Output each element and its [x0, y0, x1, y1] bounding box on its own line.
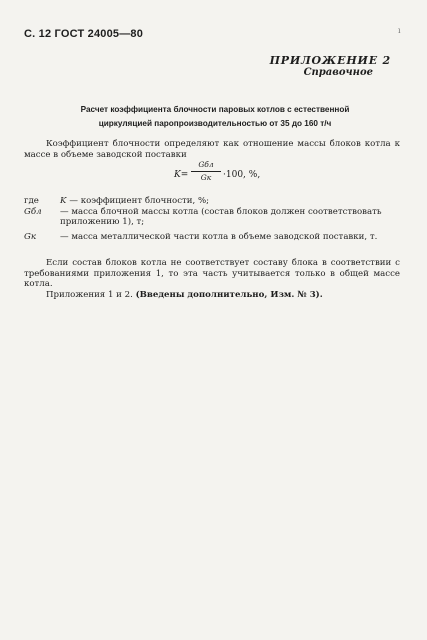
footer-amendment: (Введены дополнительно, Изм. № 3).: [135, 290, 323, 300]
definition-symbol: K: [60, 196, 67, 206]
formula-numerator: Gбл: [191, 160, 221, 172]
symbol-definitions: [24, 196, 402, 242]
formula-lhs: K=: [174, 170, 189, 180]
footer-paragraph: [24, 290, 400, 301]
definition-row: [24, 207, 402, 218]
corner-mark: ı: [398, 26, 401, 35]
definition-continuation: приложению 1), т;: [60, 217, 145, 227]
definition-text: — масса металлической части котла в объеме заводской поставки, т.: [60, 231, 378, 242]
appendix-subtitle: Справочное: [303, 67, 373, 78]
note-paragraph: Если состав блоков котла не соответствует составу блока в соответствии с требованиями приложения 1, то эта часть учитывается только в общей массе котла.: [24, 258, 400, 289]
formula-fraction: [191, 160, 221, 182]
intro-paragraph: Коэффициент блочности определяют как отношение массы блоков котла к массе в объеме заводской поставки: [24, 139, 400, 160]
definition-row: [24, 196, 402, 207]
section-heading-line-2: циркуляцией паропроизводительностью от 35 до 160 т/ч: [98, 119, 332, 128]
appendix-title: ПРИЛОЖЕНИЕ 2: [269, 54, 391, 67]
definition-text: — коэффициент блочности, %;: [69, 196, 210, 206]
definition-text: — масса блочной массы котла (состав блоков должен соответствовать: [60, 206, 382, 217]
page-header: С. 12 ГОСТ 24005—80: [24, 28, 144, 40]
formula-denominator: Gк: [200, 173, 212, 182]
definition-symbol: Gк: [24, 231, 36, 242]
definition-symbol: Gбл: [24, 206, 42, 217]
definition-lead: где: [24, 196, 39, 206]
definition-row: [24, 232, 402, 243]
blockness-formula: [174, 160, 284, 190]
section-heading: [40, 103, 390, 131]
footer-ref: Приложения 1 и 2.: [46, 290, 133, 300]
formula-rest: ·100, %,: [223, 170, 261, 180]
section-heading-line-1: Расчет коэффициента блочности паровых котлов с естественной: [80, 105, 350, 114]
